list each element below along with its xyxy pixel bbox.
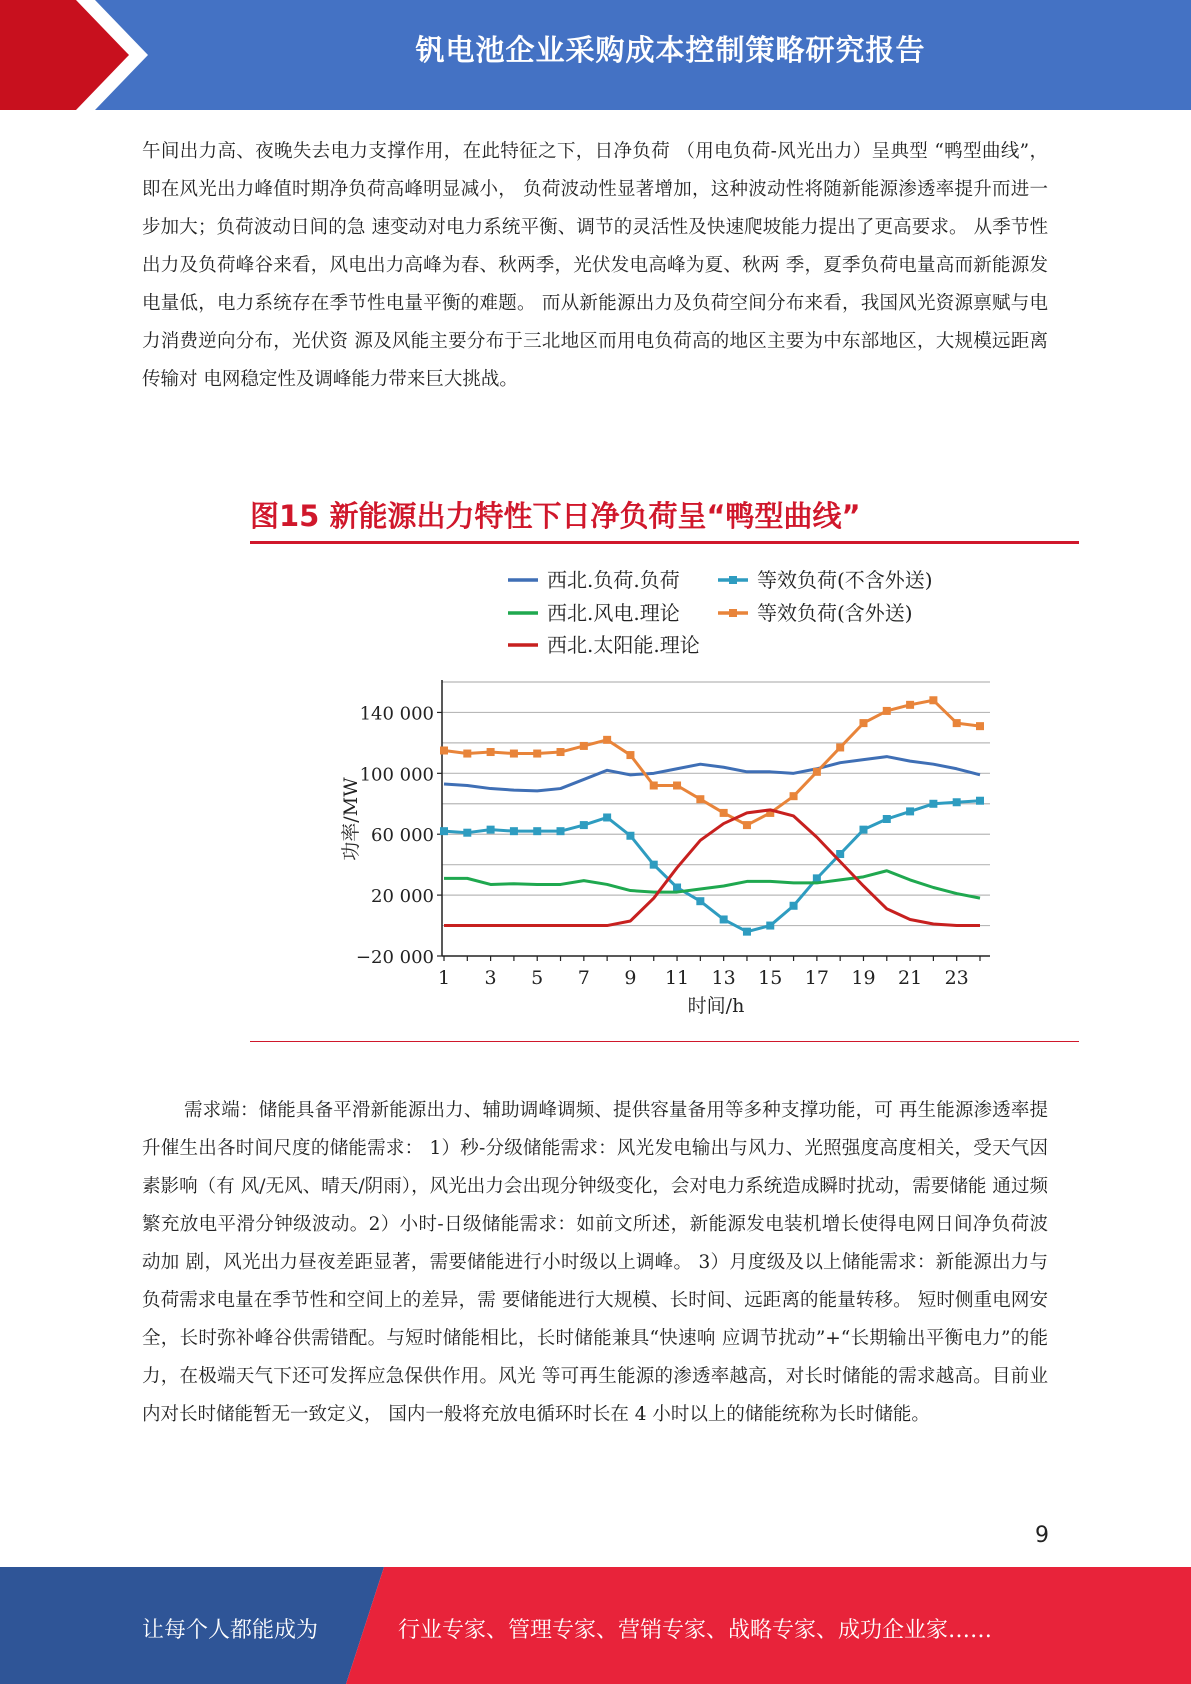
data-point bbox=[929, 696, 937, 704]
data-point bbox=[766, 922, 774, 930]
data-point bbox=[580, 742, 588, 750]
x-tick-label: 21 bbox=[897, 967, 923, 989]
data-point bbox=[906, 701, 914, 709]
figure-title-rule bbox=[250, 541, 1079, 544]
series-line bbox=[444, 871, 980, 898]
data-point bbox=[463, 829, 471, 837]
data-point bbox=[836, 743, 844, 751]
data-point bbox=[440, 747, 448, 755]
data-point bbox=[557, 827, 565, 835]
data-point bbox=[510, 750, 518, 758]
series-line bbox=[444, 801, 980, 932]
data-point bbox=[650, 782, 658, 790]
data-point bbox=[440, 827, 448, 835]
data-point bbox=[813, 874, 821, 882]
data-point bbox=[953, 719, 961, 727]
figure-bottom-rule bbox=[250, 1041, 1079, 1042]
data-point bbox=[580, 821, 588, 829]
y-axis-title: 功率/MW bbox=[340, 777, 362, 861]
data-point bbox=[487, 826, 495, 834]
legend-label: 西北.风电.理论 bbox=[547, 601, 680, 625]
x-tick-label: 19 bbox=[851, 967, 876, 989]
data-point bbox=[557, 748, 565, 756]
legend-label: 等效负荷(含外送) bbox=[757, 601, 913, 625]
data-point bbox=[603, 813, 611, 821]
series-line bbox=[444, 810, 980, 926]
data-point bbox=[720, 915, 728, 923]
y-tick-label: 20 000 bbox=[371, 886, 434, 908]
page-footer bbox=[0, 1567, 1191, 1684]
data-point bbox=[673, 884, 681, 892]
data-point bbox=[696, 897, 704, 905]
data-point bbox=[813, 768, 821, 776]
data-point bbox=[906, 807, 914, 815]
x-tick-label: 13 bbox=[711, 967, 736, 989]
data-point bbox=[696, 795, 704, 803]
data-point bbox=[510, 827, 518, 835]
footer-roles: 行业专家、管理专家、营销专家、战略专家、成功企业家…… bbox=[398, 1618, 993, 1643]
x-tick-label: 23 bbox=[944, 967, 969, 989]
data-point bbox=[673, 782, 681, 790]
x-tick-label: 9 bbox=[624, 967, 637, 989]
series-line bbox=[444, 757, 980, 791]
data-point bbox=[883, 707, 891, 715]
data-point bbox=[720, 809, 728, 817]
data-point bbox=[836, 850, 844, 858]
data-point bbox=[790, 902, 798, 910]
y-tick-label: 100 000 bbox=[359, 764, 434, 786]
y-tick-label: 140 000 bbox=[359, 703, 434, 725]
data-point bbox=[766, 809, 774, 817]
data-point bbox=[533, 827, 541, 835]
data-point bbox=[626, 832, 634, 840]
data-point bbox=[976, 722, 984, 730]
data-point bbox=[790, 792, 798, 800]
figure-title: 图15 新能源出力特性下日净负荷呈“鸭型曲线” bbox=[250, 499, 861, 533]
data-point bbox=[487, 748, 495, 756]
page-header bbox=[0, 0, 1191, 110]
page-number: 9 bbox=[1035, 1523, 1049, 1548]
data-point bbox=[953, 798, 961, 806]
data-point bbox=[650, 861, 658, 869]
x-axis-title: 时间/h bbox=[687, 995, 745, 1017]
footer-slogan: 让每个人都能成为 bbox=[142, 1618, 319, 1643]
report-title: 钒电池企业采购成本控制策略研究报告 bbox=[415, 33, 926, 67]
x-tick-label: 5 bbox=[531, 967, 544, 989]
legend-marker bbox=[729, 576, 737, 584]
data-point bbox=[976, 797, 984, 805]
y-tick-label: −20 000 bbox=[355, 947, 434, 968]
data-point bbox=[883, 815, 891, 823]
body-paragraph-1: 午间出力高、夜晚失去电力支撑作用，在此特征之下，日净负荷 （用电负荷-风光出力）呈典型 “鸭型曲线”，即在风光出力峰值时期净负荷高峰明显减小， 负荷波动性显著增加，这种波动性将随新能源渗透率提升而进一步加大；负荷波动日间的急 速变动对电力系统平衡、调节的灵活性及快速爬坡能力提出了更高要求。 从季节性出力及负荷峰谷来看，风电出力高峰为春、秋两季，光伏发电高峰为夏、秋两 季，夏季负荷电量高而新能源发电量低，电力系统存在季节性电量平衡的难题。 而从新能源出力及负荷空间分布来看，我国风光资源禀赋与电力消费逆向分布，光伏资 源及风能主要分布于三北地区而用电负荷高的地区主要为中东部地区，大规模远距离传输对 电网稳定性及调峰能力带来巨大挑战。 bbox=[142, 141, 1048, 390]
legend-label: 西北.太阳能.理论 bbox=[547, 633, 700, 657]
data-point bbox=[743, 821, 751, 829]
x-tick-label: 7 bbox=[577, 967, 590, 989]
x-tick-label: 11 bbox=[664, 967, 690, 989]
legend-label: 西北.负荷.负荷 bbox=[547, 568, 680, 592]
x-tick-label: 17 bbox=[804, 967, 829, 989]
data-point bbox=[603, 736, 611, 744]
legend-marker bbox=[729, 609, 737, 617]
data-point bbox=[743, 928, 751, 936]
data-point bbox=[463, 750, 471, 758]
x-tick-label: 1 bbox=[437, 967, 451, 989]
data-point bbox=[859, 719, 867, 727]
series-line bbox=[444, 700, 980, 825]
legend-label: 等效负荷(不含外送) bbox=[757, 568, 933, 592]
data-point bbox=[626, 751, 634, 759]
body-paragraph-2: 需求端：储能具备平滑新能源出力、辅助调峰调频、提供容量备用等多种支撑功能，可 再生能源渗透率提升催生出各时间尺度的储能需求： 1）秒-分级储能需求：风光发电输出与风力、光照强度高度相关，受天气因素影响（有 风/无风、晴天/阴雨），风光出力会出现分钟级变化，会对电力系统造成瞬时扰动，需要储能 通过频繁充放电平滑分钟级波动。2）小时-日级储能需求：如前文所述，新能源发电装机增长使得电网日间净负荷波动加 剧，风光出力昼夜差距显著，需要储能进行小时级以上调峰。 3）月度级及以上储能需求：新能源出力与负荷需求电量在季节性和空间上的差异，需 要储能进行大规模、长时间、远距离的能量转移。 短时侧重电网安全，长时弥补峰谷供需错配。与短时储能相比，长时储能兼具“快速响 应调节扰动”+“长期输出平衡电力”的能力，在极端天气下还可发挥应急保供作用。风光 等可再生能源的渗透率越高，对长时储能的需求越高。目前业内对长时储能暂无一致定义， 国内一般将充放电循环时长在 4 小时以上的储能统称为长时储能。 bbox=[142, 1100, 1048, 1425]
y-tick-label: 60 000 bbox=[371, 825, 434, 847]
x-tick-label: 3 bbox=[484, 967, 497, 989]
data-point bbox=[929, 800, 937, 808]
data-point bbox=[533, 750, 541, 758]
x-tick-label: 15 bbox=[758, 967, 783, 989]
data-point bbox=[859, 826, 867, 834]
